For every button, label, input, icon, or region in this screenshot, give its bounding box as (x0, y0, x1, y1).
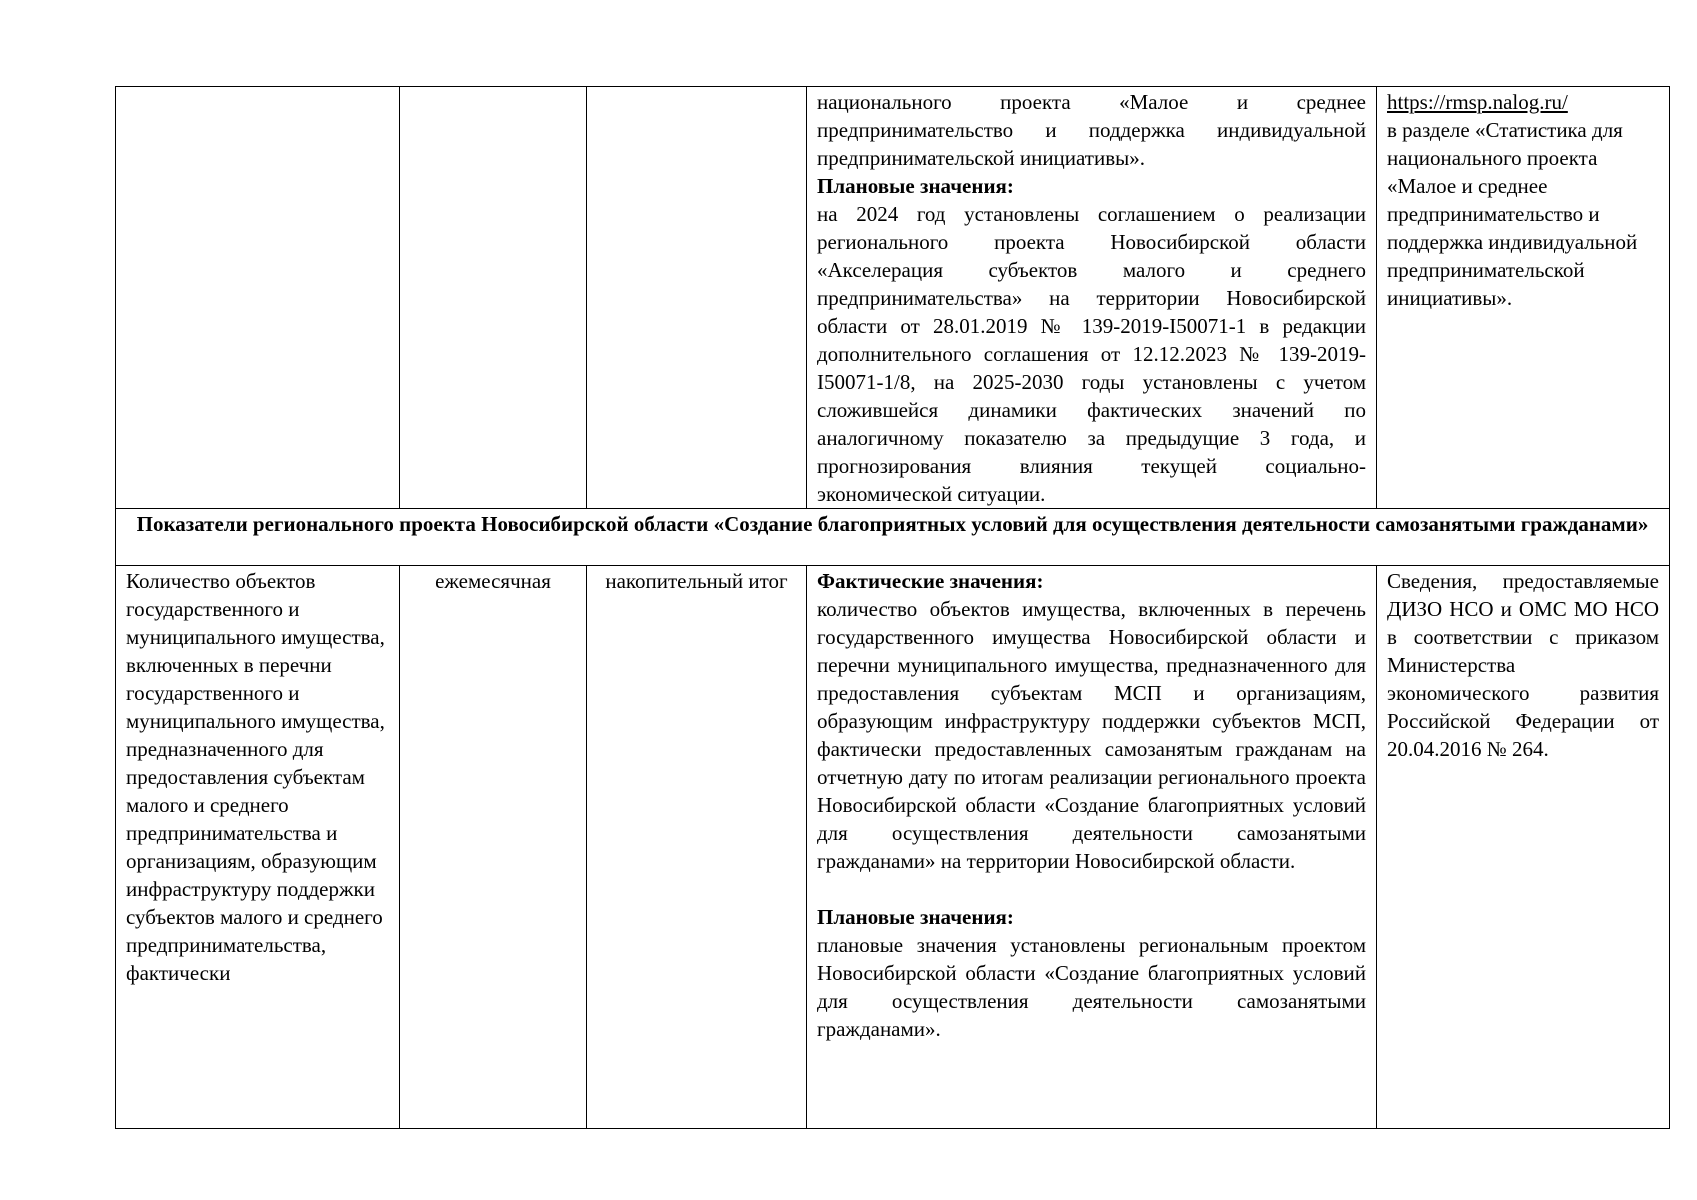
row1-calc-type-cell (587, 87, 807, 509)
row3-frequency-cell: ежемесячная (400, 566, 587, 1129)
paragraph-spacer (817, 875, 1366, 903)
row3-source-cell: Сведения, предоставляемые ДИЗО НСО и ОМС МО НСО в соответствии с приказом Министерства экономического развития Российской Федерации от 20.04.2016 № 264. (1377, 566, 1670, 1129)
table-row (116, 566, 1670, 1129)
row3-calc-type-cell: накопительный итог (587, 566, 807, 1129)
row1-indicator-cell (116, 87, 400, 509)
section-header: Показатели регионального проекта Новосибирской области «Создание благоприятных условий для осуществления деятельности самозанятыми гражданами» (116, 509, 1670, 566)
table-row (116, 87, 1670, 509)
row1-method-intro: национального проекта «Малое и среднее предпринимательство и поддержка индивидуальной предпринимательской инициативы». (817, 90, 1366, 170)
row3-indicator-cell: Количество объектов государственного и муниципального имущества, включенных в перечни государственного и муниципального имущества, предназначенного для предоставления субъектам малого и среднего предпринимательства и организациям, образующим инфраструктуру поддержки субъектов малого и среднего предпринимательства, фактически (116, 566, 400, 1129)
section-header-row (116, 509, 1670, 566)
row1-source-text: в разделе «Статистика для национального проекта «Малое и среднее предпринимательство и поддержка индивидуальной предпринимательской инициативы». (1387, 118, 1638, 310)
row1-method-cell (807, 87, 1377, 509)
row1-source-cell (1377, 87, 1670, 509)
row3-method-cell (807, 566, 1377, 1129)
row1-frequency-cell (400, 87, 587, 509)
row3-fact-heading: Фактические значения: (817, 569, 1044, 593)
row3-plan-heading: Плановые значения: (817, 905, 1014, 929)
indicator-table (115, 86, 1670, 1129)
row1-plan-heading: Плановые значения: (817, 174, 1014, 198)
row1-plan-text: на 2024 год установлены соглашением о реализации регионального проекта Новосибирской области «Акселерация субъектов малого и среднего предпринимательства» на территории Новосибирской области от 28.01.2019 № 139-2019-I50071-1 в редакции дополнительного соглашения от 12.12.2023 № 139-2019-I50071-1/8, на 2025-2030 годы установлены с учетом сложившейся динамики фактических значений по аналогичному показателю за предыдущие 3 года, и прогнозирования влияния текущей социально-экономической ситуации. (817, 202, 1366, 506)
row3-fact-text: количество объектов имущества, включенных в перечень государственного имущества Новосибирской области и перечни муниципального имущества, предназначенного для предоставления субъектам МСП и организациям, образующим инфраструктуру поддержки субъектов МСП, фактически предоставленных самозанятым гражданам на отчетную дату по итогам реализации регионального проекта Новосибирской области «Создание благоприятных условий для осуществления деятельности самозанятыми гражданами» на территории Новосибирской области. (817, 597, 1366, 873)
rmsp-link[interactable]: https://rmsp.nalog.ru/ (1387, 90, 1568, 114)
row3-plan-text: плановые значения установлены региональным проектом Новосибирской области «Создание благоприятных условий для осуществления деятельности самозанятыми гражданами». (817, 933, 1366, 1041)
